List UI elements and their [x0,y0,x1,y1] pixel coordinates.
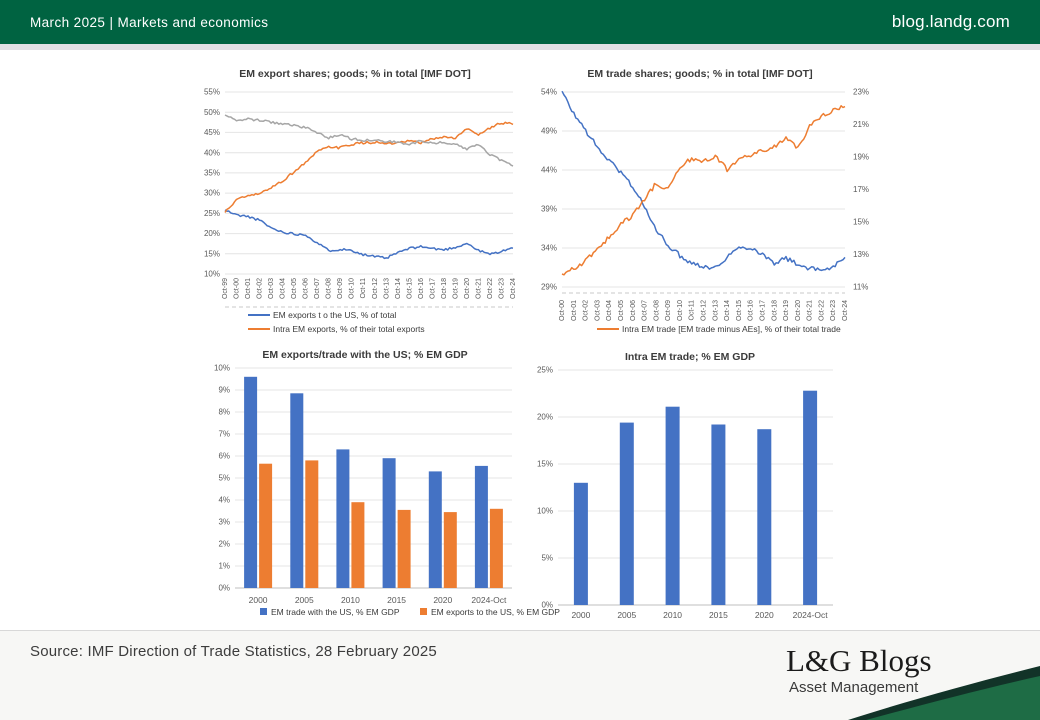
y2-tick-label: 21% [853,120,870,130]
bar [666,407,680,605]
bar [305,460,318,588]
y-tick-label: 55% [203,87,220,97]
x-tick-label: Oct-05 [618,300,625,322]
x-tick-label: Oct-09 [337,278,345,300]
x-category-label: 2010 [663,610,683,620]
x-tick-label: Oct-16 [747,300,755,322]
x-category-label: 2005 [617,610,637,620]
chart-title: EM trade shares; goods; % in total [IMF DOT] [587,68,813,80]
bar [259,464,272,588]
bar [444,512,457,588]
x-category-label: 2024-Oct [471,595,507,605]
bar [574,483,588,605]
x-tick-label: Oct-24 [510,278,517,300]
y-tick-label: 15% [203,249,220,259]
bar [398,510,411,588]
y-tick-label: 7% [218,429,230,439]
y-tick-label: 45% [203,128,220,137]
series-line [225,115,513,166]
x-category-label: 2005 [294,595,314,605]
top-banner [0,0,1040,44]
x-tick-label: Oct-10 [676,300,684,322]
y2-tick-label: 13% [853,250,870,260]
bar [620,423,634,605]
bar [244,377,257,588]
y-tick-label: 10% [213,363,230,373]
y-tick-label: 20% [536,412,553,422]
x-category-label: 2000 [571,610,591,620]
legend-marker-icon [420,608,427,615]
x-category-label: 2020 [433,595,453,605]
footer [0,630,1040,720]
legend-label: Intra EM trade [EM trade minus AEs], % of their total trade [622,324,841,334]
y-tick-label: 6% [218,451,230,461]
x-tick-label: Oct-13 [383,278,391,300]
x-tick-label: Oct-00 [233,278,241,300]
x-tick-label: Oct-21 [806,300,814,322]
x-tick-label: Oct-02 [256,278,264,300]
legend-label: Intra EM exports, % of their total exports [273,324,425,334]
y-tick-label: 34% [540,243,557,253]
x-tick-label: Oct-21 [475,278,483,300]
y-tick-label: 44% [540,165,557,175]
x-tick-label: Oct-17 [429,278,437,300]
x-tick-label: Oct-04 [606,300,614,322]
x-tick-label: Oct-04 [279,278,287,300]
x-tick-label: Oct-02 [582,300,590,322]
source-note: Source: IMF Direction of Trade Statistics, 28 February 2025 [30,643,437,660]
x-tick-label: Oct-09 [665,300,673,322]
y-tick-label: 25% [203,208,220,218]
y-tick-label: 49% [540,126,557,136]
x-category-label: 2010 [340,595,360,605]
x-tick-label: Oct-99 [222,278,229,300]
y-tick-label: 0% [218,583,230,593]
x-tick-label: Oct-15 [406,278,414,300]
y-tick-label: 15% [536,459,553,469]
chart-title: EM export shares; goods; % in total [IMF DOT] [239,68,471,80]
x-tick-label: Oct-03 [594,300,602,322]
y-tick-label: 2% [218,539,230,549]
x-tick-label: Oct-15 [735,300,743,322]
legend-label: EM trade with the US, % EM GDP [271,607,400,617]
x-tick-label: Oct-24 [842,300,849,322]
y-tick-label: 50% [203,107,220,117]
y-tick-label: 1% [218,561,230,571]
bar [803,391,817,605]
legend-marker-icon [260,608,267,615]
x-tick-label: Oct-14 [394,278,402,300]
x-tick-label: Oct-19 [452,278,460,300]
chart-title: Intra EM trade; % EM GDP [624,351,756,363]
x-tick-label: Oct-06 [629,300,637,322]
x-tick-label: Oct-20 [463,278,471,300]
x-tick-label: Oct-11 [688,300,696,321]
bar [490,509,503,588]
y-tick-label: 5% [218,473,230,483]
y-tick-label: 3% [218,517,230,527]
bar [475,466,488,588]
x-tick-label: Oct-13 [712,300,720,322]
x-tick-label: Oct-12 [371,278,379,300]
y-tick-label: 10% [536,506,553,516]
y-tick-label: 40% [203,148,220,158]
x-category-label: 2015 [387,595,407,605]
blog-url-link[interactable]: blog.landg.com [891,12,1010,31]
x-tick-label: Oct-12 [700,300,708,322]
y-tick-label: 4% [218,495,230,505]
y2-tick-label: 17% [853,185,870,195]
x-tick-label: Oct-10 [348,278,356,300]
x-category-label: 2020 [754,610,774,620]
x-tick-label: Oct-16 [417,278,425,300]
charts-panel [0,50,1040,630]
bar [351,502,364,588]
y2-tick-label: 19% [853,152,870,162]
y-tick-label: 35% [203,168,220,178]
x-tick-label: Oct-14 [724,300,732,322]
x-tick-label: Oct-08 [653,300,661,322]
x-tick-label: Oct-05 [291,278,299,300]
x-tick-label: Oct-23 [498,278,506,300]
x-tick-label: Oct-07 [314,278,322,300]
y-tick-label: 5% [541,553,553,563]
y-tick-label: 8% [218,407,230,417]
x-tick-label: Oct-23 [830,300,838,322]
em-export-shares-chart [185,62,525,347]
legend-label: EM exports t o the US, % of total [273,310,397,320]
y2-tick-label: 15% [853,217,870,227]
y-tick-label: 29% [540,282,557,292]
em-trade-shares-chart [525,62,875,347]
intra-em-trade-chart [525,345,855,625]
y-tick-label: 25% [536,365,553,375]
x-tick-label: Oct-01 [245,278,252,300]
bar [290,393,303,588]
x-tick-label: Oct-22 [818,300,826,322]
x-tick-label: Oct-18 [771,300,779,322]
logo-title: L&G Blogs [786,643,932,678]
bar [711,425,725,606]
x-category-label: 2000 [248,595,268,605]
x-tick-label: Oct-11 [360,278,368,299]
bar [336,449,349,588]
series-line [225,122,513,212]
x-tick-label: Oct-08 [325,278,333,300]
bar [757,429,771,605]
y-tick-label: 10% [203,269,220,279]
logo-subtitle: Asset Management [789,678,919,696]
x-tick-label: Oct-19 [783,300,790,322]
x-tick-label: Oct-00 [559,300,566,322]
lg-blogs-logo [786,645,932,696]
x-tick-label: Oct-07 [641,300,649,322]
y2-tick-label: 11% [853,282,869,292]
x-tick-label: Oct-01 [570,300,578,322]
y-tick-label: 9% [218,385,230,395]
bar [429,471,442,588]
y-tick-label: 20% [203,229,220,239]
y-tick-label: 54% [540,87,557,97]
y2-tick-label: 23% [853,87,870,97]
x-tick-label: Oct-22 [487,278,494,300]
x-tick-label: Oct-06 [302,278,310,300]
x-tick-label: Oct-17 [759,300,767,322]
banner-date-section: March 2025 | Markets and economics [30,14,269,30]
bar [383,458,396,588]
x-tick-label: Oct-18 [440,278,448,300]
y-tick-label: 0% [541,600,553,610]
x-tick-label: Oct-20 [794,300,802,322]
x-tick-label: Oct-03 [268,278,276,300]
y-tick-label: 39% [540,204,557,214]
chart-title: EM exports/trade with the US; % EM GDP [262,349,468,361]
x-category-label: 2015 [708,610,728,620]
x-category-label: 2024-Oct [792,610,828,620]
y-tick-label: 30% [203,188,220,198]
legend-label: EM exports to the US, % EM GDP [431,607,560,617]
